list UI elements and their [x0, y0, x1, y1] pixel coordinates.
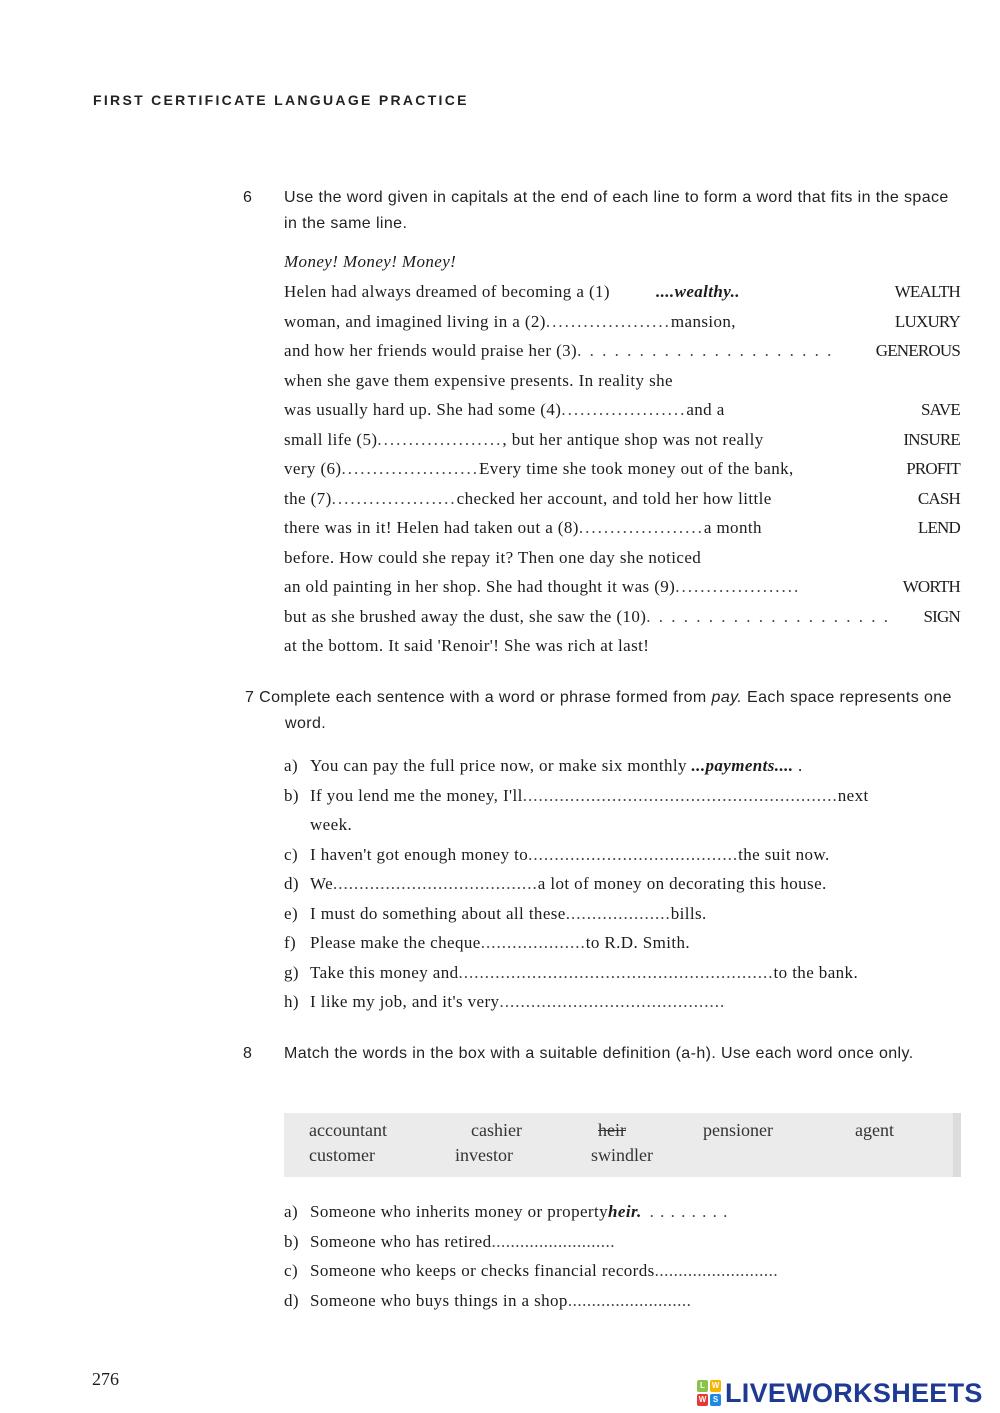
line-text: checked her account, and told her how little — [456, 488, 772, 508]
passage-line — [284, 548, 701, 568]
definition-label: c) — [284, 1261, 299, 1280]
passage-line — [284, 430, 764, 450]
answer-blank[interactable]: .......................... — [654, 1261, 779, 1280]
passage-line — [284, 282, 740, 302]
capital-word: INSURE — [903, 429, 960, 449]
sentence-label: d) — [284, 874, 299, 893]
passage-line — [284, 312, 736, 332]
passage-title: Money! Money! Money! — [284, 252, 457, 271]
line-text: small life (5) — [284, 429, 378, 449]
sentence-text: I must do something about all these — [310, 903, 566, 923]
sentence-label: h) — [284, 992, 299, 1011]
line-text: mansion, — [670, 311, 736, 331]
capital-word: CASH — [917, 488, 960, 508]
answer-blank[interactable]: .................... — [561, 400, 687, 419]
line-text: woman, and imagined living in a (2) — [284, 311, 546, 331]
exercise-8-instruction: 8 Match the words in the box with a suitable definition (a-h). Use each word once only. — [243, 1041, 963, 1067]
answer-blank[interactable]: . . . . . . . . . . . . . . . . . . . . — [646, 606, 891, 626]
passage-line — [284, 518, 762, 538]
sentence-line — [284, 963, 858, 983]
line-text: was usually hard up. She had some (4) — [284, 400, 562, 419]
line-text: when she gave them expensive presents. In reality she — [284, 370, 673, 390]
capital-word: GENEROUS — [875, 341, 960, 360]
passage-line — [284, 577, 800, 597]
box-word: swindler — [591, 1145, 653, 1165]
passage-line — [284, 341, 833, 361]
sentence-label: a) — [284, 756, 299, 775]
answer-blank[interactable]: .................... — [480, 933, 586, 952]
exercise-number: 8 — [243, 1045, 253, 1062]
answer-blank[interactable]: ............................................................ — [458, 962, 774, 982]
sentence-line — [284, 933, 690, 953]
passage-line — [284, 489, 772, 509]
line-text: Helen had always dreamed of becoming a (1) — [284, 282, 610, 301]
answer-blank[interactable]: .................... — [578, 518, 704, 537]
running-header: FIRST CERTIFICATE LANGUAGE PRACTICE — [93, 92, 469, 108]
capital-word: WEALTH — [894, 282, 960, 301]
exercise-number: 7 — [245, 689, 255, 706]
sentence-line — [284, 904, 707, 924]
sentence-label: e) — [284, 903, 299, 923]
box-word: accountant — [309, 1120, 387, 1140]
line-text: there was in it! Helen had taken out a (8) — [284, 518, 579, 537]
answer-blank[interactable]: .................... — [545, 311, 671, 331]
sentence-text: the suit now. — [738, 844, 830, 864]
sentence-text: Please make the cheque — [310, 933, 481, 952]
sentence-text: a lot of money on decorating this house. — [537, 874, 827, 893]
sentence-text: to the bank. — [773, 962, 859, 982]
answer-blank[interactable]: ........................................ — [528, 844, 739, 864]
box-word: investor — [455, 1145, 513, 1165]
capital-word: PROFIT — [906, 459, 960, 478]
sentence-line — [284, 992, 725, 1012]
sentence-text: Take this money and — [310, 962, 459, 982]
answer-blank[interactable]: .................... — [377, 429, 503, 449]
sentence-text: I haven't got enough money to — [310, 844, 529, 864]
line-text: Every time she took money out of the bank, — [478, 459, 794, 478]
box-word: pensioner — [703, 1120, 773, 1140]
sentence-line — [284, 786, 869, 806]
line-text: , but her antique shop was not really — [502, 429, 764, 449]
capital-word: LEND — [917, 518, 960, 537]
sentence-label: b) — [284, 785, 299, 805]
sentence-label: c) — [284, 844, 299, 864]
answer-filled: ...payments.... — [691, 756, 794, 775]
box-word-used: heir — [598, 1120, 626, 1140]
definition-line — [284, 1202, 728, 1222]
answer-blank[interactable]: ....................................... — [333, 874, 538, 893]
capital-word: WORTH — [902, 577, 960, 596]
exercise-number: 6 — [243, 189, 253, 206]
line-text: but as she brushed away the dust, she saw the (10) — [284, 606, 647, 626]
line-text: a month — [703, 518, 762, 537]
liveworksheets-logo[interactable] — [697, 1378, 983, 1408]
definition-line — [284, 1232, 615, 1252]
passage-line — [284, 371, 673, 391]
sentence-text: If you lend me the money, I'll — [310, 785, 523, 805]
definition-label: a) — [284, 1202, 299, 1221]
answer-blank[interactable]: . . . . . . . . — [649, 1202, 729, 1221]
answer-blank[interactable]: . . . . . . . . . . . . . . . . . . . . . — [577, 341, 834, 360]
capital-word: SIGN — [923, 606, 960, 626]
definition-line — [284, 1261, 778, 1281]
line-text: very (6) — [284, 459, 342, 478]
line-text: and a — [686, 400, 725, 419]
sentence-text: We — [310, 874, 334, 893]
logo-text: LIVEWORKSHEETS — [725, 1377, 983, 1408]
sentence-text: next — [837, 785, 869, 805]
passage-line — [284, 400, 725, 420]
sentence-text: . — [793, 756, 803, 775]
sentence-line — [284, 815, 352, 835]
sentence-label: f) — [284, 933, 297, 952]
line-text: an old painting in her shop. She had thought it was (9) — [284, 577, 676, 596]
sentence-line — [284, 845, 830, 865]
definition-text: Someone who buys things in a shop — [310, 1290, 568, 1310]
answer-blank[interactable]: .................... — [675, 577, 801, 596]
answer-blank[interactable]: .......................... — [491, 1231, 616, 1251]
capital-word: SAVE — [920, 400, 960, 419]
answer-blank[interactable]: .......................... — [567, 1290, 692, 1310]
sentence-text: I like my job, and it's very — [310, 992, 500, 1011]
line-text: before. How could she repay it? Then one day she noticed — [284, 547, 702, 567]
sentence-line — [284, 874, 827, 894]
sentence-text: bills. — [670, 903, 707, 923]
exercise-7-instruction: 7 Complete each sentence with a word or phrase formed from pay. Each space represents one word. — [245, 689, 952, 732]
sentence-line — [284, 756, 803, 776]
definition-text: Someone who inherits money or property — [310, 1202, 609, 1221]
box-word: agent — [855, 1120, 894, 1140]
answer-filled: ....wealthy.. — [655, 282, 740, 301]
passage-line — [284, 636, 649, 656]
sentence-text: You can pay the full price now, or make six monthly — [310, 756, 687, 775]
word-box — [284, 1113, 961, 1177]
logo-mark-icon: L W W S — [698, 1381, 720, 1404]
answer-blank[interactable]: .................... — [565, 903, 671, 923]
line-text: and how her friends would praise her (3) — [284, 341, 578, 360]
passage-line — [284, 459, 794, 479]
exercise-6-instruction: 6 Use the word given in capitals at the end of each line to form a word that fits in the space in the same line. — [243, 185, 963, 237]
definition-text: Someone who has retired — [310, 1231, 492, 1251]
answer-blank[interactable]: ............................................................ — [522, 785, 838, 805]
passage-line — [284, 607, 890, 627]
capital-word: LUXURY — [894, 311, 960, 331]
answer-blank[interactable]: ........................................... — [499, 992, 726, 1011]
sentence-text: to R.D. Smith. — [585, 933, 691, 952]
definition-line — [284, 1291, 691, 1311]
line-text: at the bottom. It said 'Renoir'! She was rich at last! — [284, 636, 650, 655]
definition-text: Someone who keeps or checks financial records — [310, 1261, 655, 1280]
sentence-text: week. — [310, 815, 353, 834]
line-text: the (7) — [284, 488, 332, 508]
box-word: customer — [309, 1145, 375, 1165]
box-word: cashier — [471, 1120, 522, 1140]
definition-label: b) — [284, 1231, 299, 1251]
page-number: 276 — [92, 1369, 119, 1389]
sentence-label: g) — [284, 962, 299, 982]
answer-blank[interactable]: .................... — [331, 488, 457, 508]
answer-filled: heir. — [608, 1202, 642, 1221]
definition-label: d) — [284, 1290, 299, 1310]
answer-blank[interactable]: ...................... — [341, 459, 479, 478]
